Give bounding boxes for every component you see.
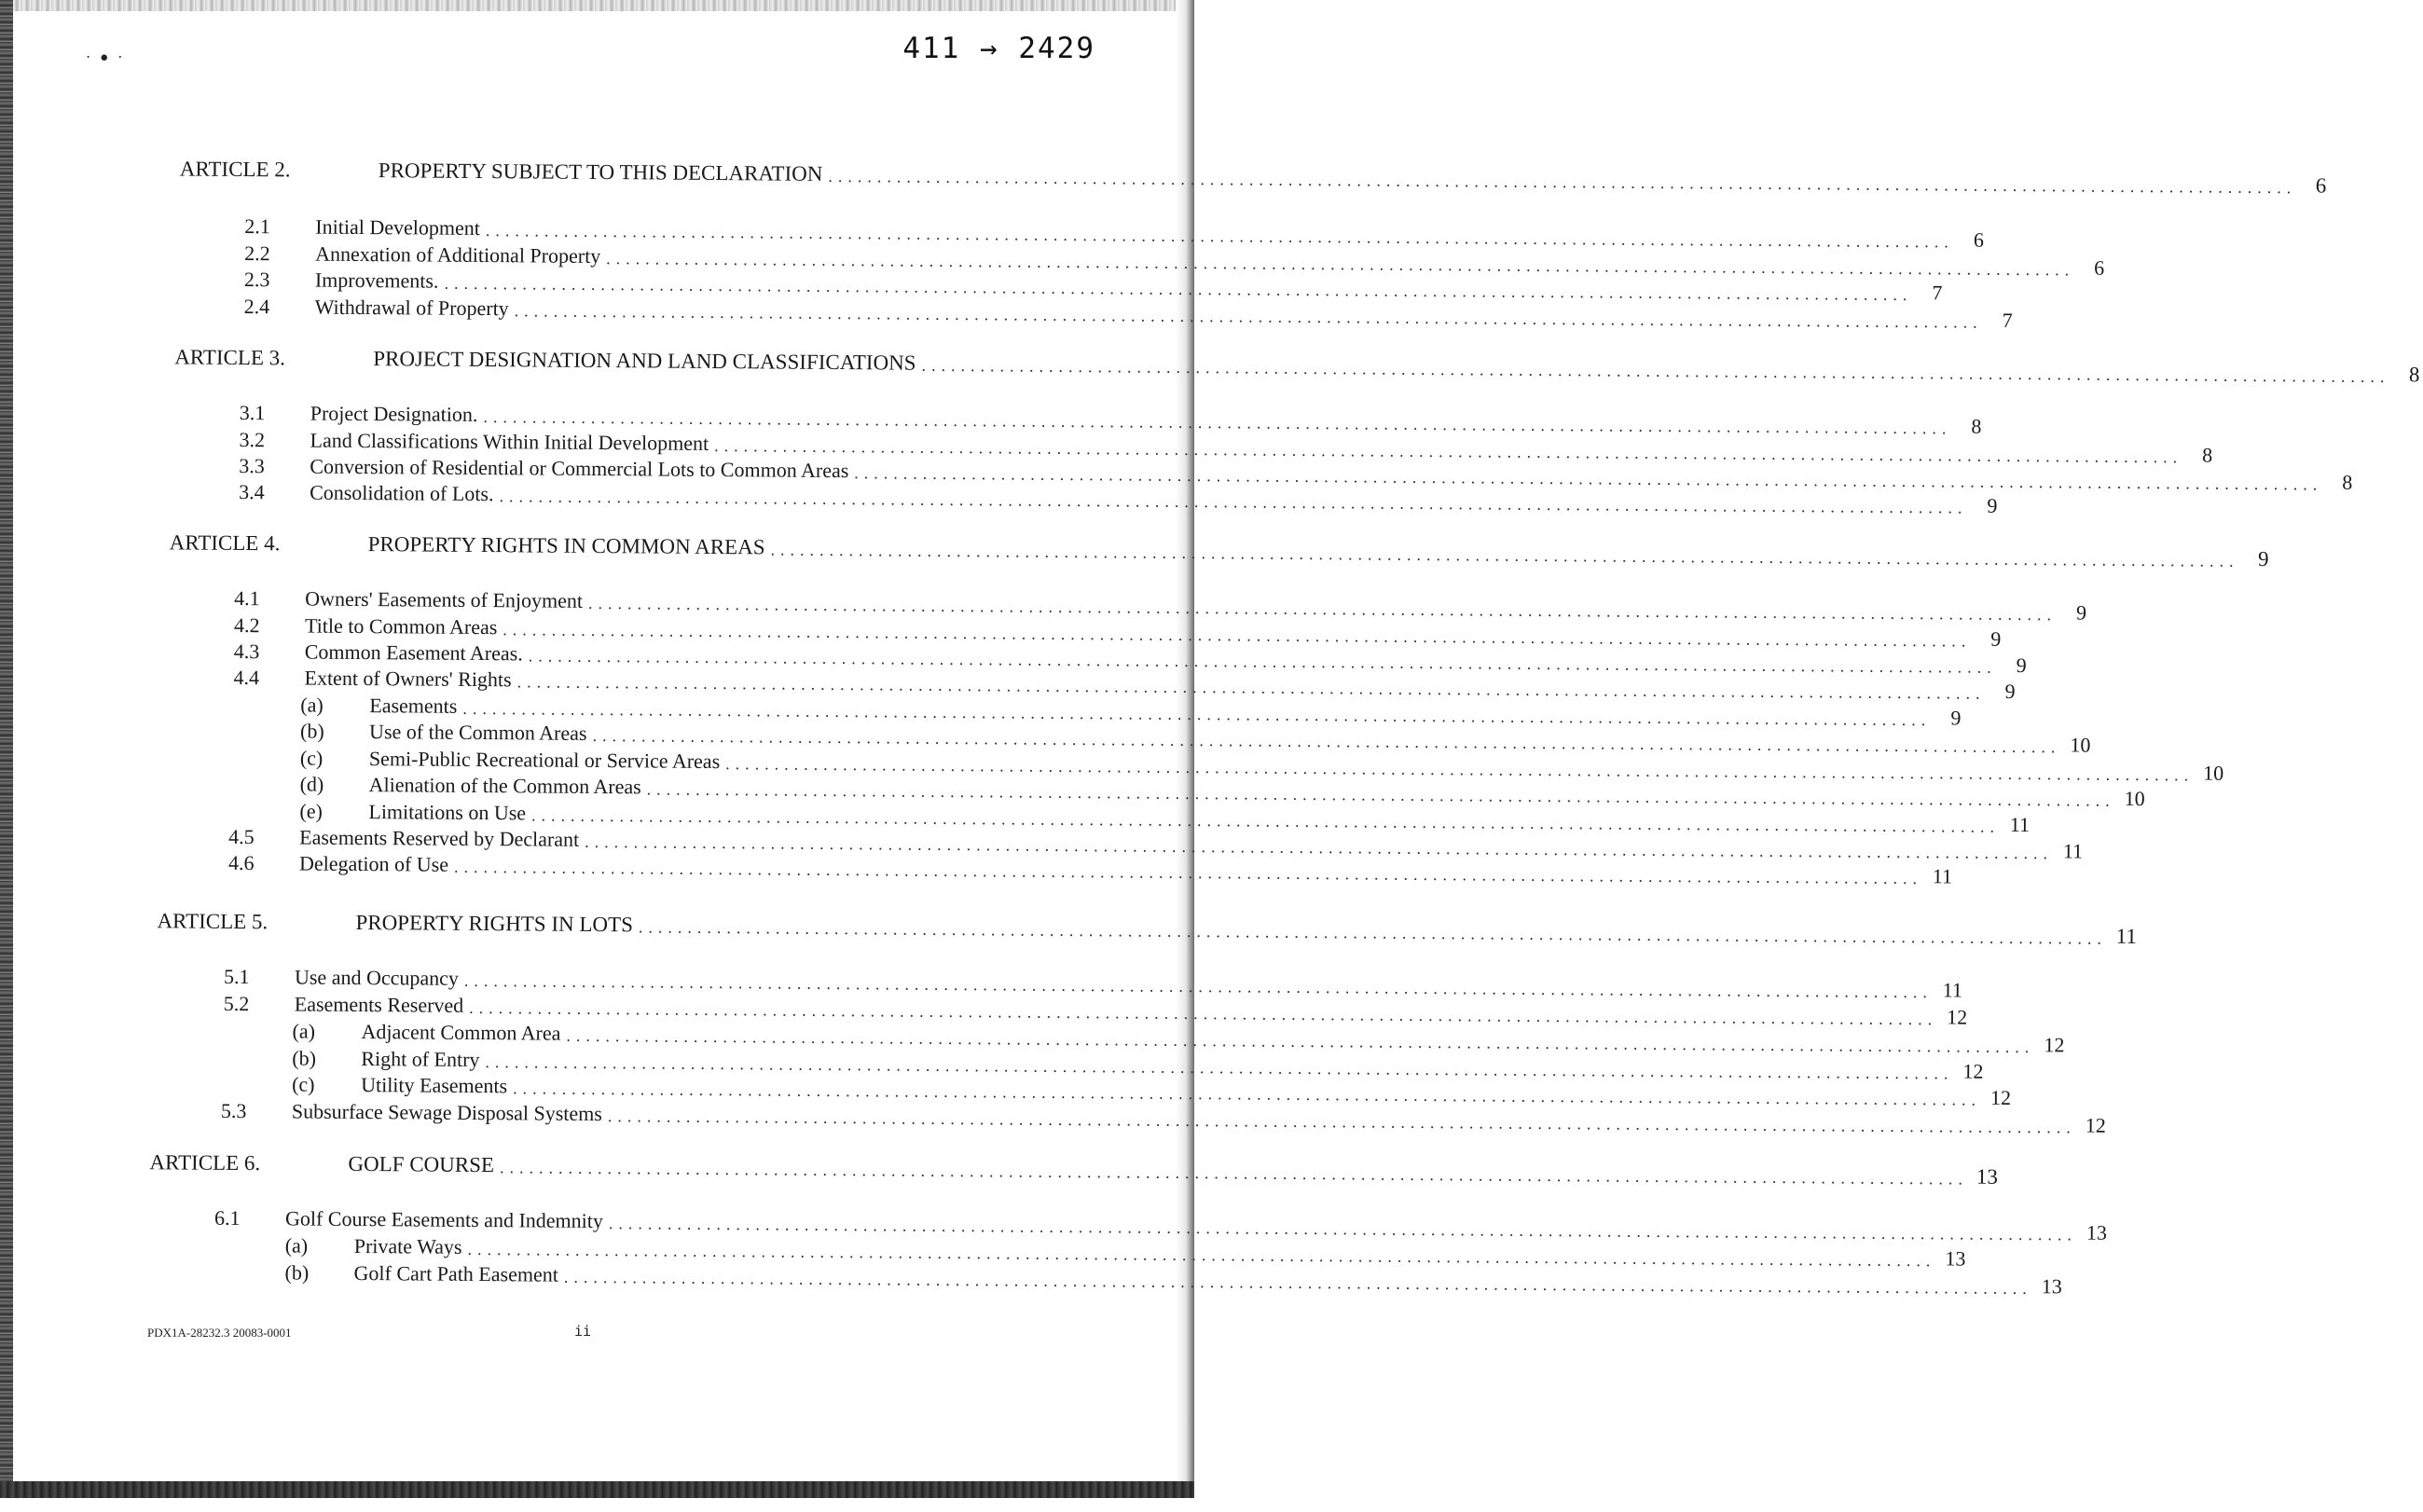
dot-leader: ......................................................................................................................................................: [606, 249, 2075, 280]
dot-leader: ......................................................................................................................................................: [462, 698, 1932, 730]
toc-section-number: 2.3: [243, 268, 270, 292]
dot-leader: ......................................................................................................................................................: [485, 221, 1954, 252]
toc-article-title: GOLF COURSE: [348, 1151, 495, 1177]
toc-subsection-title: Easements: [369, 694, 458, 718]
dot-leader: ......................................................................................................................................................: [467, 1239, 1936, 1271]
toc-section: [239, 400, 1982, 438]
dot-leader: ......................................................................................................................................................: [592, 725, 2061, 757]
dot-leader: ......................................................................................................................................................: [514, 301, 1983, 332]
toc-section-number: 5.1: [223, 964, 250, 989]
toc-subsection: [300, 693, 1962, 730]
toc-page-number: 9: [1990, 626, 2002, 651]
toc-subsection-title: Alienation of the Common Areas: [368, 773, 641, 799]
page-number: 411 → 2429: [902, 32, 1095, 65]
toc-subsection-letter: (a): [292, 1019, 316, 1043]
toc-article-number: ARTICLE 6.: [149, 1150, 261, 1175]
toc-section-number: 5.3: [220, 1098, 247, 1123]
toc-page-number: 11: [1942, 978, 1963, 1002]
toc-section-title: Annexation of Additional Property: [315, 241, 601, 268]
toc-section-number: 2.1: [244, 214, 270, 239]
toc-page-number: 7: [2002, 308, 2013, 332]
dot-leader: ......................................................................................................................................................: [563, 1267, 2032, 1299]
toc-subsection-letter: (b): [284, 1260, 310, 1285]
dot-leader: ......................................................................................................................................................: [566, 1025, 2035, 1057]
toc-subsection: [292, 1019, 2065, 1057]
toc-page-number: 9: [2257, 546, 2269, 571]
toc-section: [213, 1205, 2107, 1244]
toc-subsection-title: Semi-Public Recreational or Service Areas: [368, 747, 721, 774]
toc-subsection-title: Right of Entry: [361, 1047, 480, 1072]
dot-leader: ......................................................................................................................................................: [854, 463, 2323, 494]
toc-page-number: 11: [1932, 864, 1953, 888]
toc-section: [233, 665, 2016, 703]
toc-page-number: 6: [2094, 255, 2105, 280]
dot-leader: ......................................................................................................................................................: [502, 620, 1972, 651]
toc-subsection-title: Golf Cart Path Easement: [353, 1260, 558, 1286]
toc-page-number: 10: [2124, 786, 2145, 811]
toc-section-number: 3.2: [239, 427, 266, 452]
toc-page-number: 6: [2315, 173, 2327, 198]
dot-leader: ......................................................................................................................................................: [921, 355, 2390, 387]
toc-page-number: 8: [2342, 470, 2353, 494]
toc-section: [220, 1098, 2106, 1137]
dot-leader: ......................................................................................................................................................: [444, 273, 1913, 305]
toc-page-number: 12: [1947, 1005, 1968, 1029]
document-code: PDX1A-28232.3 20083-0001: [147, 1326, 292, 1340]
dot-leader: ......................................................................................................................................................: [499, 487, 1968, 517]
toc-subsection: [300, 719, 2091, 757]
toc-page-number: 10: [2070, 733, 2091, 757]
dot-leader: ......................................................................................................................................................: [725, 754, 2195, 785]
dot-leader: ......................................................................................................................................................: [770, 540, 2239, 570]
toc-page-number: 7: [1932, 281, 1943, 305]
toc-subsection-letter: (d): [299, 772, 324, 796]
toc-subsection: [292, 1072, 2012, 1109]
toc-subsection-title: Use of the Common Areas: [369, 720, 587, 745]
toc-section-title: Common Easement Areas.: [304, 639, 523, 666]
dot-leader: ......................................................................................................................................................: [499, 1158, 1969, 1189]
toc-page-number: 13: [1945, 1246, 1966, 1271]
toc-page-number: 9: [2075, 600, 2087, 625]
toc-subsection-letter: (a): [284, 1233, 309, 1258]
toc-page-number: 12: [2044, 1033, 2065, 1057]
toc-section-number: 4.4: [233, 665, 260, 690]
toc-article-number: ARTICLE 5.: [157, 909, 268, 934]
toc-page-number: 9: [1987, 493, 1998, 517]
toc-subsection-title: Utility Easements: [361, 1073, 508, 1098]
toc-section-number: 5.2: [223, 991, 250, 1016]
dot-leader: ......................................................................................................................................................: [587, 593, 2058, 625]
toc-section: [243, 268, 1943, 305]
toc-page-number: 12: [1962, 1059, 1984, 1083]
toc-section-number: 2.4: [243, 295, 270, 319]
toc-subsection-letter: (b): [300, 719, 324, 743]
toc-subsection-letter: (c): [299, 746, 324, 770]
toc-section-number: 4.1: [234, 585, 260, 611]
toc-section-number: 4.6: [227, 850, 255, 875]
toc-section-number: 3.1: [239, 400, 266, 425]
toc-page-number: 6: [1973, 227, 1984, 252]
toc-article-number: ARTICLE 4.: [169, 530, 281, 556]
toc-article: [174, 345, 2420, 387]
toc-section: [223, 991, 1968, 1029]
dot-leader: ......................................................................................................................................................: [646, 779, 2115, 810]
toc-article: [169, 530, 2269, 571]
dot-leader: ......................................................................................................................................................: [638, 917, 2107, 948]
toc-section-number: 6.1: [213, 1205, 241, 1230]
toc-section-title: Title to Common Areas: [304, 613, 498, 639]
toc-subsection-title: Adjacent Common Area: [361, 1020, 561, 1045]
toc-page-number: 11: [2062, 839, 2084, 863]
toc-page-number: 11: [2115, 924, 2137, 948]
toc-article-title: PROJECT DESIGNATION AND LAND CLASSIFICATIONS: [373, 347, 916, 375]
dot-leader: ......................................................................................................................................................: [463, 970, 1933, 1002]
toc-section-title: Project Designation.: [310, 401, 478, 426]
toc-article: [149, 1150, 1999, 1189]
toc-page-number: 13: [2086, 1220, 2107, 1244]
toc-section-title: Initial Development: [315, 214, 481, 241]
toc-subsection: [299, 746, 2224, 785]
dot-leader: ......................................................................................................................................................: [483, 407, 1952, 438]
toc-section: [234, 585, 2087, 625]
toc-section-title: Golf Course Easements and Indemnity: [284, 1206, 604, 1233]
dot-leader: ......................................................................................................................................................: [453, 857, 1923, 888]
toc-section: [243, 295, 2013, 332]
toc-subsection: [299, 772, 2145, 811]
toc-page-number: 12: [2085, 1113, 2106, 1137]
dot-leader: ......................................................................................................................................................: [528, 646, 1997, 677]
toc-section-title: Owners' Easements of Enjoyment: [305, 586, 584, 612]
toc-section: [233, 612, 2002, 651]
dot-leader: ......................................................................................................................................................: [530, 805, 2001, 836]
toc-section-title: Land Classifications Within Initial Development: [310, 428, 709, 455]
toc-article: [179, 157, 2327, 198]
toc-page-number: 8: [1971, 414, 1982, 438]
toc-page-number: 11: [2009, 812, 2031, 837]
toc-section-number: 4.2: [233, 612, 260, 638]
toc-section: [223, 964, 1963, 1002]
dot-leader: ......................................................................................................................................................: [513, 1079, 1982, 1109]
toc-section-title: Subsurface Sewage Disposal Systems: [291, 1099, 603, 1126]
dot-leader: ......................................................................................................................................................: [585, 832, 2054, 863]
dot-leader: ......................................................................................................................................................: [469, 997, 1938, 1029]
dot-leader: ......................................................................................................................................................: [714, 435, 2183, 467]
toc-section-title: Extent of Owners' Rights: [304, 666, 512, 692]
toc-page-number: 10: [2203, 761, 2224, 785]
toc-subsection-title: Private Ways: [353, 1233, 462, 1258]
toc-section-title: Delegation of Use: [298, 851, 449, 876]
toc-article-title: PROPERTY SUBJECT TO THIS DECLARATION: [378, 158, 823, 186]
toc-article-title: PROPERTY RIGHTS IN LOTS: [355, 910, 634, 937]
toc-section-title: Consolidation of Lots.: [310, 480, 494, 506]
toc-section: [227, 850, 1953, 888]
scan-specks: ⋅●⋅: [86, 50, 132, 65]
toc-subsection-letter: (a): [300, 693, 324, 717]
dot-leader: ......................................................................................................................................................: [608, 1214, 2077, 1244]
toc-section-number: 3.4: [239, 479, 265, 504]
toc-page-number: 13: [1976, 1164, 1999, 1189]
toc-section-number: 4.3: [233, 639, 260, 664]
toc-section-number: 3.3: [239, 453, 265, 478]
toc-section-title: Improvements.: [314, 268, 439, 293]
toc-article-number: ARTICLE 2.: [179, 157, 291, 182]
toc-section: [239, 479, 1998, 517]
dot-leader: ......................................................................................................................................................: [828, 166, 2297, 198]
toc-section: [244, 214, 1984, 252]
toc-page-number: 9: [2016, 653, 2027, 678]
toc-article: [157, 909, 2137, 948]
toc-article-number: ARTICLE 3.: [174, 345, 286, 370]
toc-section-number: 2.2: [244, 241, 270, 266]
toc-subsection-letter: (b): [292, 1046, 317, 1070]
toc-section-number: 4.5: [228, 824, 255, 849]
toc-subsection: [284, 1260, 2062, 1299]
toc-page-number: 8: [2408, 363, 2420, 387]
toc-page-number: 8: [2202, 443, 2213, 467]
toc-subsection-title: Limitations on Use: [368, 800, 527, 825]
toc-section-title: Easements Reserved: [294, 992, 464, 1017]
toc-subsection-letter: (e): [299, 799, 323, 823]
footer-page-number: ii: [574, 1323, 592, 1340]
toc-section: [244, 241, 2105, 280]
dot-leader: ......................................................................................................................................................: [485, 1052, 1954, 1083]
toc-subsection: [292, 1046, 1984, 1083]
toc-subsection: [299, 799, 2031, 837]
dot-leader: ......................................................................................................................................................: [516, 672, 1986, 703]
toc-section-title: Withdrawal of Property: [314, 295, 509, 321]
toc-page-number: 12: [1990, 1085, 2012, 1109]
toc-page-number: 9: [1950, 706, 1962, 730]
toc-section-title: Easements Reserved by Declarant: [299, 825, 580, 851]
toc-article-title: PROPERTY RIGHTS IN COMMON AREAS: [367, 532, 765, 559]
dot-leader: ......................................................................................................................................................: [607, 1107, 2076, 1137]
toc-subsection-letter: (c): [292, 1072, 315, 1096]
toc-subsection: [284, 1233, 1966, 1271]
toc-page-number: 13: [2041, 1274, 2062, 1299]
toc-section-title: Conversion of Residential or Commercial Lots to Common Areas: [310, 454, 849, 483]
toc-page-number: 9: [2004, 679, 2016, 703]
toc-section-title: Use and Occupancy: [294, 965, 460, 990]
